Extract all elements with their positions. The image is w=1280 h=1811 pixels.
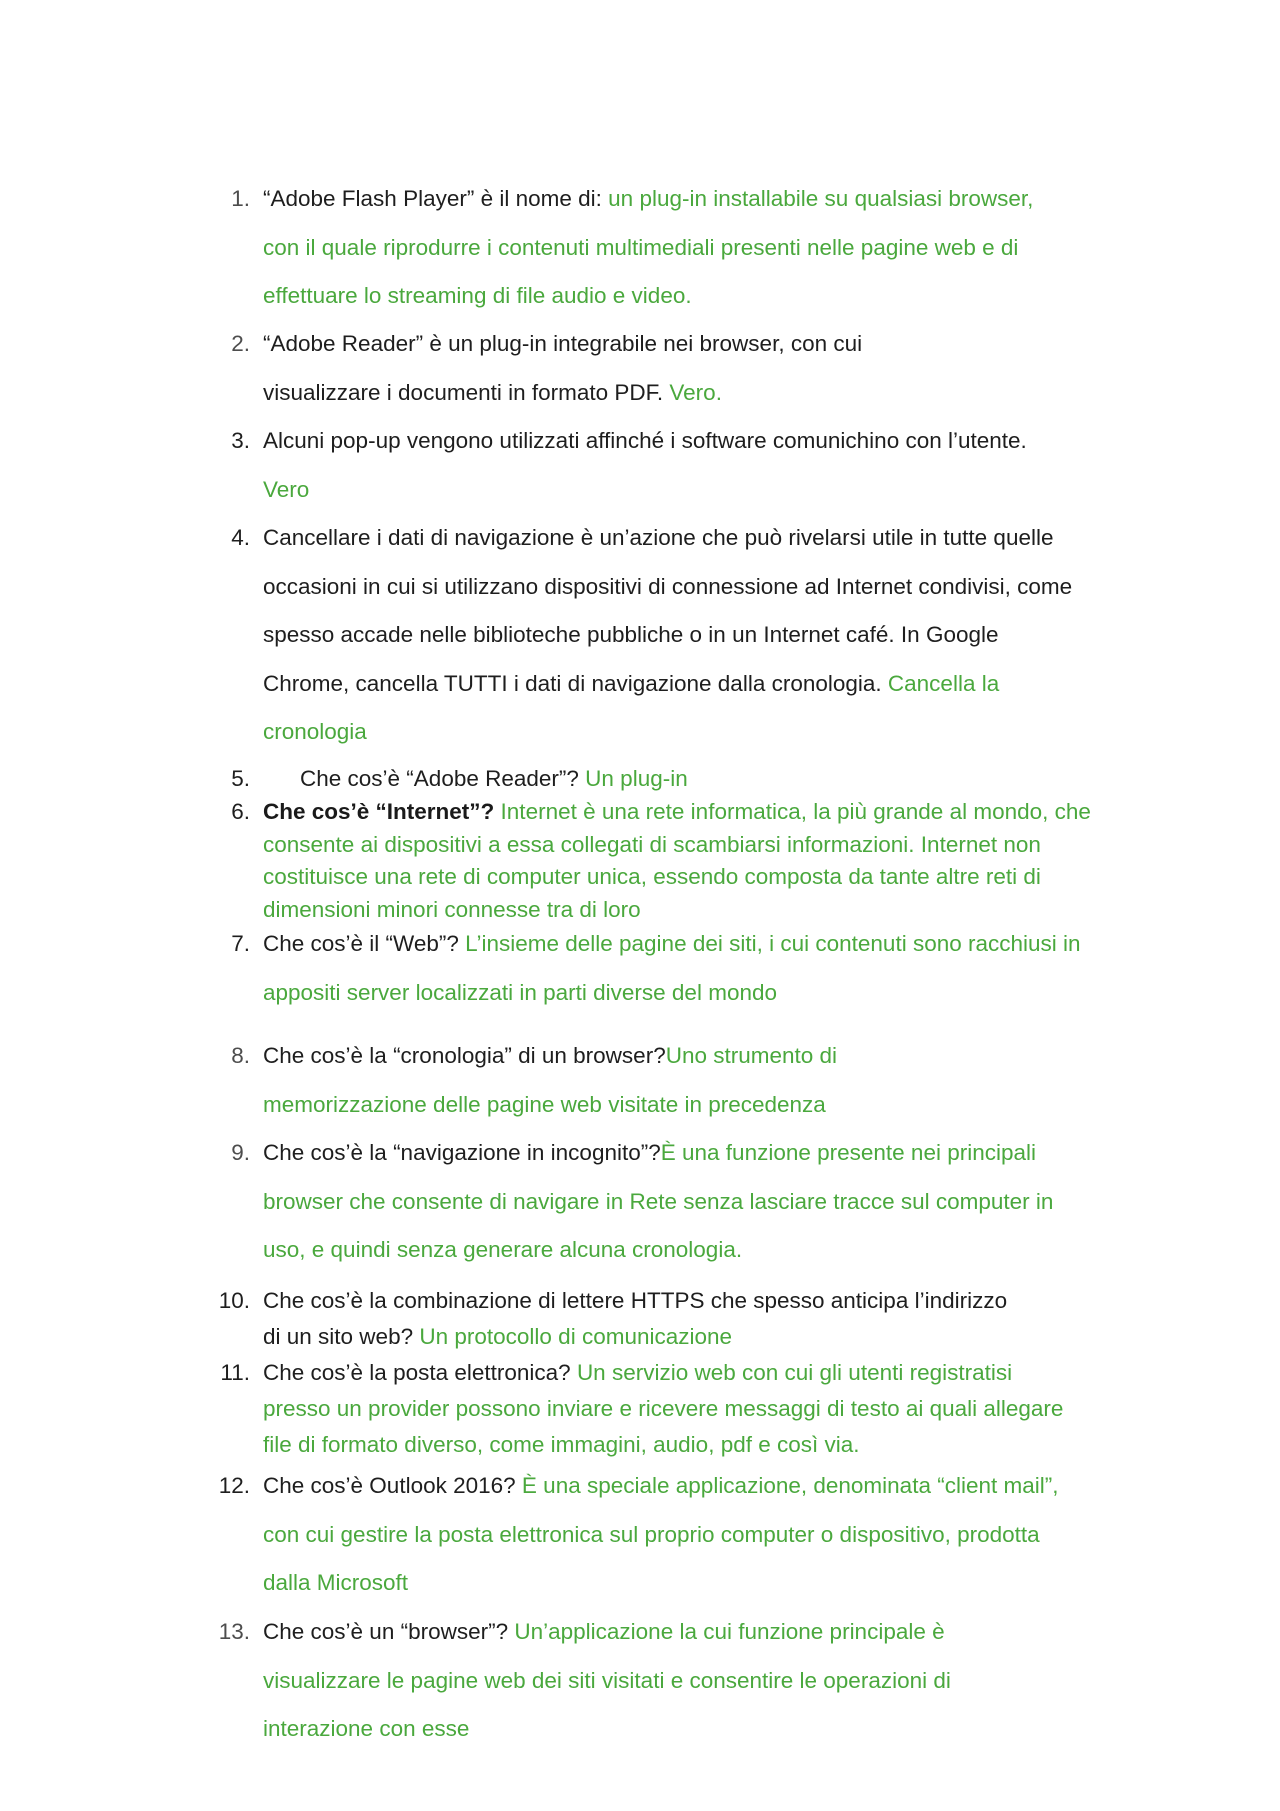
item-number: 7.: [231, 931, 250, 956]
item-number: 1.: [231, 186, 250, 211]
question-text: occasioni in cui si utilizzano dispositivi di connessione ad Internet condivisi, come: [263, 573, 1073, 599]
question-text: visualizzare i documenti in formato PDF.: [263, 379, 670, 405]
answer-text: Un protocollo di comunicazione: [419, 1324, 733, 1349]
answer-text: È una funzione presente nei principali: [660, 1140, 1036, 1165]
question-text: Che cos’è “Internet”?: [263, 799, 501, 824]
question-text: Che cos’è il “Web”?: [263, 931, 466, 956]
answer-text: cronologia: [263, 719, 367, 744]
answer-text: Un’applicazione la cui funzione principale è: [514, 1619, 945, 1644]
answer-text: interazione con esse: [263, 1716, 470, 1741]
item-number: 4.: [231, 525, 250, 550]
answer-text: Vero: [263, 476, 310, 502]
answer-text: Vero.: [669, 379, 722, 405]
question-text: Che cos’è un “browser”?: [263, 1619, 515, 1644]
answer-text: memorizzazione delle pagine web visitate in precedenza: [263, 1091, 826, 1117]
question-text: Che cos’è la “navigazione in incognito”?: [263, 1140, 661, 1165]
question-text: Che cos’è la posta elettronica?: [263, 1360, 577, 1385]
question-text: “Adobe Reader” è un plug-in integrabile nei browser, con cui: [263, 331, 863, 356]
item-number: 9.: [231, 1140, 250, 1165]
answer-text: appositi server localizzati in parti diverse del mondo: [263, 979, 777, 1005]
answer-text: Cancella la: [887, 670, 1000, 696]
answer-text: visualizzare le pagine web dei siti visitati e consentire le operazioni di: [263, 1667, 951, 1693]
question-text: Alcuni pop-up vengono utilizzati affinché i software comunichino con l’utente.: [263, 428, 1027, 453]
item-number: 11.: [220, 1360, 250, 1385]
answer-text: costituisce una rete di computer unica, essendo composta da tante altre reti di: [263, 864, 1041, 889]
question-text: Che cos’è la combinazione di lettere HTTPS che spesso anticipa l’indirizzo: [263, 1288, 1008, 1313]
question-text: “Adobe Flash Player” è il nome di:: [263, 186, 609, 211]
answer-text: effettuare lo streaming di file audio e video.: [263, 283, 692, 308]
item-number: 8.: [231, 1043, 250, 1068]
item-number: 6.: [231, 799, 250, 824]
question-text: di un sito web?: [263, 1324, 420, 1349]
question-text: Chrome, cancella TUTTI i dati di navigazione dalla cronologia.: [263, 670, 888, 696]
answer-text: un plug-in installabile su qualsiasi browser,: [608, 186, 1034, 211]
item-number: 3.: [231, 428, 250, 453]
answer-text: consente ai dispositivi a essa collegati di scambiarsi informazioni. Internet non: [263, 831, 1041, 857]
answer-text: uso, e quindi senza generare alcuna cronologia.: [263, 1237, 743, 1262]
answer-text: browser che consente di navigare in Rete senza lasciare tracce sul computer in: [263, 1188, 1054, 1214]
answer-text: con cui gestire la posta elettronica sul proprio computer o dispositivo, prodotta: [263, 1521, 1040, 1547]
item-number: 12.: [218, 1473, 250, 1498]
item-number: 10.: [218, 1288, 250, 1313]
question-text: Cancellare i dati di navigazione è un’azione che può rivelarsi utile in tutte quelle: [263, 525, 1054, 550]
item-number: 2.: [231, 331, 250, 356]
question-text: spesso accade nelle biblioteche pubbliche o in un Internet café. In Google: [263, 622, 999, 647]
answer-text: Un servizio web con cui gli utenti registratisi: [576, 1360, 1013, 1385]
answer-text: Internet è una rete informatica, la più grande al mondo, che: [500, 799, 1091, 824]
answer-text: È una speciale applicazione, denominata “client mail”,: [521, 1473, 1059, 1498]
answer-text: L’insieme delle pagine dei siti, i cui contenuti sono racchiusi in: [465, 931, 1081, 956]
item-number: 13.: [218, 1619, 250, 1644]
answer-text: file di formato diverso, come immagini, audio, pdf e così via.: [263, 1432, 860, 1457]
question-text: Che cos’è Outlook 2016?: [263, 1473, 522, 1498]
question-text: Che cos’è “Adobe Reader”?: [300, 766, 586, 791]
answer-text: dalla Microsoft: [263, 1570, 409, 1595]
answer-text: con il quale riprodurre i contenuti multimediali presenti nelle pagine web e di: [263, 234, 1019, 260]
answer-text: dimensioni minori connesse tra di loro: [263, 896, 641, 922]
answer-text: Un plug-in: [585, 766, 688, 791]
item-number: 5.: [231, 766, 250, 791]
answer-text: Uno strumento di: [665, 1043, 838, 1068]
answer-text: presso un provider possono inviare e ricevere messaggi di testo ai quali allegare: [263, 1396, 1064, 1421]
question-text: Che cos’è la “cronologia” di un browser?: [263, 1043, 666, 1068]
